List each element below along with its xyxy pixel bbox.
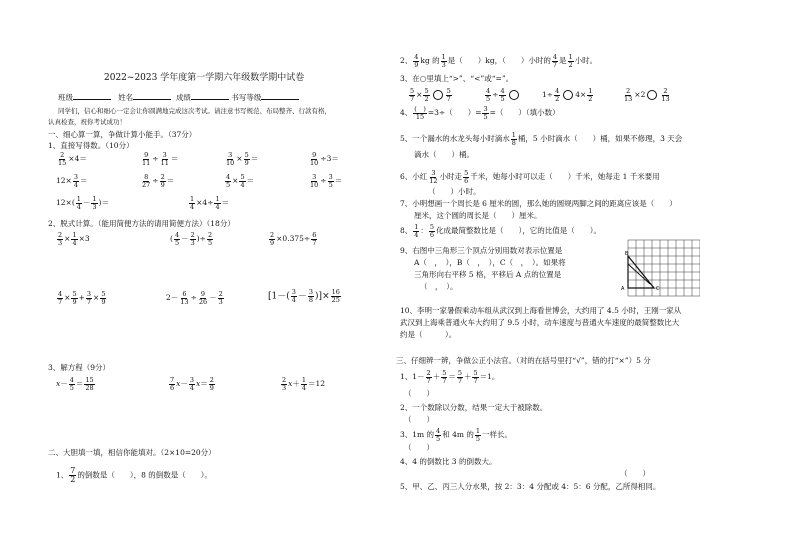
compare-circle[interactable] — [563, 90, 573, 100]
calc-item: 12×( $\frac{1}{4}$ － $\frac{1}{3}$ )＝ — [56, 195, 109, 211]
judge-item-3: 3、1m 的 $\frac{4}{5}$ 和 4m 的 $\frac{1}{5}$ 一样长。 — [400, 427, 512, 443]
writing-grade-field[interactable] — [261, 99, 299, 100]
fill-item-9-line4: （ ， ）。 — [420, 282, 458, 291]
section-2-heading: 二、大胆填一填，相信你能填对。（2×10=20分） — [48, 448, 216, 457]
fill-item-10-line3: 约是（ ）。 — [400, 330, 457, 339]
judge-item-4: 4、4 的倒数比 3 的倒数大。 — [400, 457, 497, 466]
stepwise-item: $\frac{2}{9}$ ×0.375÷ $\frac{6}{7}$ — [270, 231, 317, 247]
section-3-heading: 三、仔细辨一辨，争做公正小法官。（对的在括号里打“√”，错的打“×”）5 分 — [396, 356, 651, 365]
fill-item-6-cont: （ ）小时。 — [428, 187, 481, 196]
vertex-b-label: B — [625, 251, 629, 257]
stepwise-item: 2－ $\frac{6}{13}$ ÷ $\frac{9}{26}$ － $\frac{2}{3}$ — [166, 290, 223, 306]
stepwise-item: [1－( $\frac{3}{4}$ － $\frac{3}{8}$ )]× $\frac{16}{25}$ — [268, 288, 340, 304]
judge-item-2: 2、一个数除以分数，结果一定大于被除数。 — [400, 403, 548, 412]
calc-item: $\frac{9}{11}$ ÷ $\frac{3}{11}$ ＝ — [142, 151, 179, 167]
fill-item-5: 5、一个漏水的水龙头每小时滴水 $\frac{1}{8}$ 桶，5 小时滴水（ ）桶，如果不修理，3 天会 — [400, 131, 683, 147]
score-label: 成绩 — [175, 93, 191, 102]
vertex-c-label: C — [656, 286, 660, 292]
fill-item-10: 10、李明一家暑假乘动车组从武汉到上海看世博会，大约用了 4.5 小时，王刚一家从 — [400, 306, 682, 315]
equation-item: $\frac{7}{6}$ x－ $\frac{3}{4}$ x＝ $\frac{2}{9}$ — [170, 376, 214, 392]
score-field[interactable] — [191, 99, 229, 100]
grid-svg — [620, 238, 700, 300]
section-1-1-heading: 1、直接写得数。（10分） — [48, 141, 134, 150]
fill-item-4: 4、 $\frac{( )}{15}$ =3÷（ ）= $\frac{3}{5}$ =（ ）（填小数） — [400, 105, 560, 121]
name-label: 姓名 — [118, 93, 134, 102]
writing-grade-label: 书写等级 — [231, 93, 262, 102]
judge-answer[interactable]: （ ） — [404, 443, 434, 452]
notice-line-1: 同学们，信心和细心一定会让你圆满地完成这次考试。请注意书写规范、布局整齐、行款有格， — [58, 107, 331, 115]
name-field[interactable] — [133, 99, 171, 100]
calc-item: $\frac{3}{10}$ ÷ $\frac{3}{5}$ ＝ — [310, 173, 343, 189]
calc-item: $\frac{2}{15}$ ×4＝ — [58, 151, 87, 167]
calc-item: $\frac{9}{10}$ ÷3＝ — [310, 151, 339, 167]
calc-item: $\frac{3}{10}$ × $\frac{5}{9}$ ＝ — [226, 151, 259, 167]
equation-item: x－ $\frac{4}{5}$ ＝ $\frac{15}{28}$ — [56, 376, 94, 392]
stepwise-item: $\frac{4}{7}$ × $\frac{5}{9}$ + $\frac{3}{7}$ × $\frac{5}{9}$ — [58, 290, 106, 306]
fill-item-6: 6、小红 $\frac{3}{12}$ 小时走 $\frac{5}{6}$ 千米，她每小时可以走（ ）千米，她每走 1 千米要用 — [400, 169, 660, 185]
calc-item: $\frac{4}{5}$ × $\frac{5}{4}$ ＝ — [226, 173, 255, 189]
compare-item: $\frac{5}{7}$ × $\frac{5}{2}$ $\frac{5}{7}$ — [410, 87, 451, 103]
fill-item-7: 7、小明想画一个周长是 6 厘米的圆，那么她的圆规两脚之间的距离应该是（ ） — [400, 199, 677, 208]
exam-title: 2022~2023 学年度第一学期六年级数学期中试卷 — [104, 73, 305, 83]
compare-item: $\frac{2}{13}$ ×2 $\frac{2}{13}$ — [624, 87, 670, 103]
fill-item-9-line2: A（ ， ），B（ ， ），C（ ， ）。如果将 — [414, 258, 566, 267]
notice-line-2: 认真检查，祝你考试成功！ — [48, 118, 126, 126]
left-column — [48, 0, 378, 550]
judge-item-5: 5、甲、乙、丙三人分水果，按 2：3：4 分配或 4：5：6 分配，乙所得相同。 — [400, 482, 661, 491]
fill-item-1: 1、 $\frac{7}{2}$ 的倒数是（ ），8 的倒数是（ ）。 — [56, 466, 213, 484]
calc-item: $\frac{8}{27}$ ÷ $\frac{2}{9}$ ＝ — [142, 173, 175, 189]
coordinate-grid — [620, 238, 700, 300]
equation-item: $\frac{2}{3}$ x＋ $\frac{1}{4}$ ＝12 — [282, 376, 326, 392]
compare-circle[interactable] — [647, 90, 657, 100]
compare-circle[interactable] — [509, 90, 519, 100]
fill-item-9: 9、右图中三角形三个顶点分别用数对表示位置是 — [400, 246, 563, 255]
student-info-row — [58, 94, 299, 102]
judge-item-1: 1、1－ $\frac{2}{7}$ ＋ $\frac{5}{7}$ ＝ $\frac{5}{7}$ ＋ $\frac{5}{7}$ ＝1。 — [400, 369, 500, 385]
fill-item-7-cont: 厘米，这个圆的周长是（ ）厘米。 — [414, 211, 542, 220]
calc-item: $\frac{1}{4}$ ×4÷ $\frac{1}{4}$ ＝ — [190, 195, 230, 211]
judge-answer[interactable]: （ ） — [404, 389, 434, 398]
fill-item-8: 8、 $\frac{1}{4}$ ： $\frac{5}{6}$ 化成最简整数比是（ ），它的比值是（ ）。 — [400, 223, 602, 239]
section-1-heading: 一、细心算一算，争做计算小能手。（37分） — [48, 130, 197, 139]
stepwise-item: $\frac{2}{3}$ × $\frac{1}{4}$ ×3 — [58, 231, 90, 247]
section-1-2-heading: 2、脱式计算。（能用简便方法的请用简便方法）（18分） — [48, 219, 235, 228]
section-1-3-heading: 3、解方程（9分） — [48, 363, 111, 372]
fill-item-9-line3: 三角形向右平移 5 格，平移后 A 点的位置是 — [414, 270, 562, 279]
fill-item-3: 3、在○里填上“>”、“<”或“=”。 — [400, 74, 514, 83]
class-field[interactable] — [73, 99, 111, 100]
fill-item-5-cont: 滴水（ ）桶。 — [414, 150, 474, 159]
judge-answer[interactable]: （ ） — [620, 469, 650, 478]
compare-circle[interactable] — [433, 90, 443, 100]
judge-answer[interactable]: （ ） — [404, 415, 434, 424]
calc-item: 12× $\frac{3}{4}$ ＝ — [56, 173, 88, 189]
class-label: 班级 — [58, 93, 73, 102]
fill-item-2: 2、 $\frac{4}{9}$ kg 的 $\frac{1}{3}$ 是（ ）kg，（ ）小时的 $\frac{4}{7}$ 是 $\frac{1}{2}$ 小时。 — [400, 53, 598, 69]
fill-item-10-line2: 武汉到上海乘普通火车大约用了 9.5 小时，动车速度与普通火车速度的最简整数比大 — [400, 318, 680, 327]
vertex-a-label: A — [621, 286, 625, 292]
stepwise-item: ( $\frac{4}{5}$ － $\frac{2}{3}$ )÷ $\frac{2}{5}$ — [170, 231, 213, 247]
compare-item: $\frac{4}{5}$ ÷ $\frac{4}{5}$ — [484, 88, 521, 102]
compare-item: 1÷ $\frac{4}{2}$ 4× $\frac{1}{2}$ — [542, 87, 593, 103]
